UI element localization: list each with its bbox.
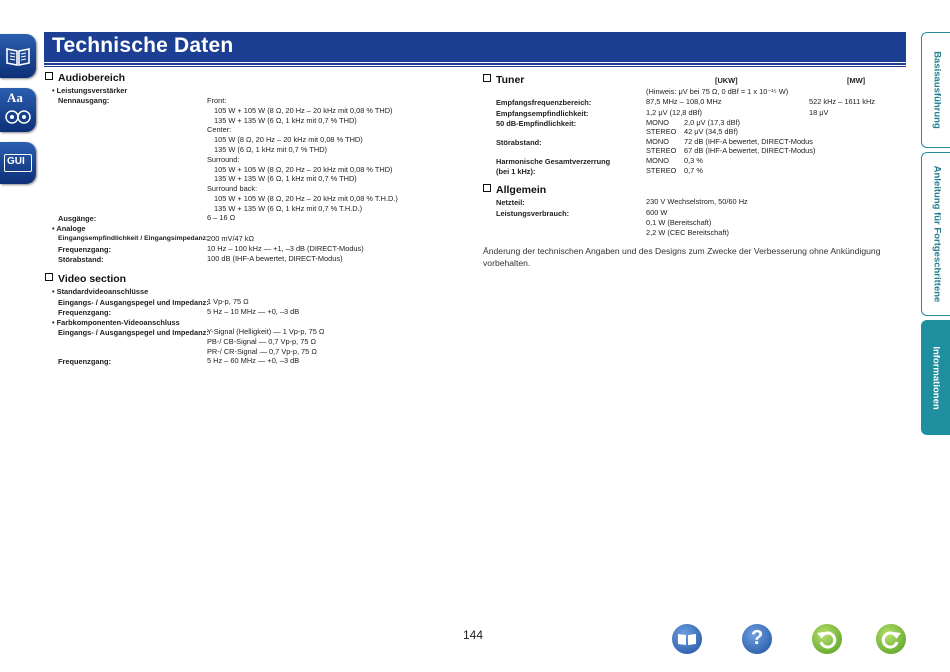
tuner-50db-label: 50 dB-Empfindlichkeit: bbox=[496, 119, 577, 128]
value-line: 2,2 W (CEC Bereitschaft) bbox=[646, 227, 729, 237]
std-level-label: Eingangs- / Ausgangspegel und Impedanz: bbox=[58, 298, 209, 307]
tab-basisausfuehrung[interactable] bbox=[921, 32, 950, 148]
tuner-freqrange-label: Empfangsfrequenzbereich: bbox=[496, 98, 592, 107]
font-size-tab[interactable] bbox=[0, 88, 36, 132]
change-notice: Änderung der technischen Angaben und des Designs zum Zwecke der Verbesserung ohne Ankündigung vorbehalten. bbox=[483, 246, 881, 268]
tab-informationen[interactable] bbox=[921, 320, 950, 435]
std-level-value: 1 Vp-p, 75 Ω bbox=[207, 297, 249, 306]
section-video-heading bbox=[45, 273, 126, 285]
tab-informationen-label: Informationen bbox=[930, 345, 941, 410]
nennausgang-values bbox=[207, 96, 398, 214]
freq-label: Frequenzgang: bbox=[58, 245, 111, 254]
tuner-stoer-mono: MONO bbox=[646, 137, 669, 146]
eingang-value: 200 mV/47 kΩ bbox=[207, 234, 255, 243]
page-number: 144 bbox=[463, 628, 484, 642]
tab-fortgeschrittene[interactable] bbox=[921, 152, 950, 316]
value-line: 135 W (6 Ω, 1 kHz mit 0,7 % THD) bbox=[214, 144, 327, 154]
value-line: 105 W + 105 W (8 Ω, 20 Hz – 20 kHz mit 0,08 % THD) bbox=[214, 164, 393, 174]
value-line: 135 W + 135 W (6 Ω, 1 kHz mit 0,7 % THD) bbox=[214, 115, 357, 125]
manual-button[interactable] bbox=[672, 624, 702, 654]
comp-level-values bbox=[207, 327, 324, 356]
tuner-stoer-stereo-value: 67 dB (IHF-A bewertet, DIRECT-Modus) bbox=[684, 146, 816, 155]
value-line: 0,1 W (Bereitschaft) bbox=[646, 217, 712, 227]
value-line: Front: bbox=[207, 96, 227, 105]
comp-freq-label: Frequenzgang: bbox=[58, 357, 111, 366]
value-line: PR-/ CR-Signal — 0,7 Vp-p, 75 Ω bbox=[207, 346, 317, 356]
tuner-col-mw: [MW] bbox=[847, 76, 866, 85]
tuner-freqrange-ukw: 87,5 MHz – 108,0 MHz bbox=[646, 97, 722, 106]
value-line: Surround: bbox=[207, 154, 240, 164]
tuner-sens-mw: 18 μV bbox=[809, 108, 829, 117]
tuner-thd-label: Harmonische Gesamtverzerrung bbox=[496, 157, 611, 166]
tuner-stoer-stereo: STEREO bbox=[646, 146, 677, 155]
analog-subheading: • Analoge bbox=[52, 224, 86, 233]
gui-icon bbox=[4, 154, 32, 172]
eingang-label: Eingangsempfindlichkeit / Eingangsimpedanz: bbox=[58, 235, 209, 242]
std-freq-label: Frequenzgang: bbox=[58, 308, 111, 317]
amp-subheading: • Leistungsverstärker bbox=[52, 86, 128, 95]
checkbox-bullet-icon bbox=[45, 72, 53, 80]
back-button[interactable] bbox=[812, 624, 842, 654]
tuner-col-ukw: [UKW] bbox=[715, 76, 738, 85]
comp-freq-value: 5 Hz – 60 MHz — +0, –3 dB bbox=[207, 356, 300, 365]
tuner-50db-mono: MONO bbox=[646, 118, 669, 127]
std-freq-value: 5 Hz – 10 MHz — +0, –3 dB bbox=[207, 307, 300, 316]
comp-level-label: Eingangs- / Ausgangspegel und Impedanz: bbox=[58, 328, 209, 337]
tuner-thd-mono-value: 0,3 % bbox=[684, 156, 703, 165]
tuner-thd-mono: MONO bbox=[646, 156, 669, 165]
gui-icon-label: GUI bbox=[7, 156, 25, 167]
tuner-freqrange-mw: 522 kHz – 1611 kHz bbox=[809, 97, 876, 106]
ausgaenge-value: 6 – 16 Ω bbox=[207, 213, 236, 222]
gui-tab[interactable] bbox=[0, 142, 36, 184]
title-rule bbox=[44, 63, 906, 65]
back-arrow-icon bbox=[812, 624, 842, 654]
value-line: Surround back: bbox=[207, 184, 258, 194]
page-title: Technische Daten bbox=[52, 34, 234, 57]
tuner-50db-mono-value: 2,0 μV (17,3 dBf) bbox=[684, 118, 741, 127]
std-video-subheading: • Standardvideoanschlüsse bbox=[52, 287, 149, 296]
nennausgang-label: Nennausgang: bbox=[58, 96, 110, 105]
checkbox-bullet-icon bbox=[483, 184, 491, 192]
section-general-title: Allgemein bbox=[496, 184, 547, 196]
value-line: 135 W + 135 W (6 Ω, 1 kHz mit 0,7 % T.H.D.) bbox=[214, 203, 363, 213]
netzteil-value: 230 V Wechselstrom, 50/60 Hz bbox=[646, 197, 748, 206]
tab-basisausfuehrung-label: Basisausführung bbox=[931, 51, 942, 129]
forward-button[interactable] bbox=[876, 624, 906, 654]
stoer-label: Störabstand: bbox=[58, 255, 104, 264]
forward-arrow-icon bbox=[876, 624, 906, 654]
section-tuner-title: Tuner bbox=[496, 74, 525, 86]
speaker-icon bbox=[4, 108, 32, 126]
tuner-thd-stereo: STEREO bbox=[646, 166, 677, 175]
tuner-stoer-mono-value: 72 dB (IHF-A bewertet, DIRECT-Modus bbox=[684, 137, 813, 146]
tuner-thd-label-2: (bei 1 kHz): bbox=[496, 167, 536, 176]
section-video-title: Video section bbox=[58, 273, 127, 285]
tuner-sens-ukw: 1,2 μV (12,8 dBf) bbox=[646, 108, 703, 117]
leistung-label: Leistungsverbrauch: bbox=[496, 209, 570, 218]
contents-tab[interactable] bbox=[0, 34, 36, 78]
page-title-bar bbox=[44, 32, 906, 62]
tuner-hint: (Hinweis: μV bei 75 Ω, 0 dBf = 1 x 10⁻¹⁵ W) bbox=[646, 87, 789, 96]
section-audio-title: Audiobereich bbox=[58, 72, 126, 84]
comp-video-subheading: • Farbkomponenten-Videoanschluss bbox=[52, 318, 180, 327]
title-rule-thin bbox=[44, 66, 906, 67]
checkbox-bullet-icon bbox=[483, 74, 491, 82]
section-audio-heading bbox=[45, 72, 125, 84]
section-general-heading bbox=[483, 184, 546, 196]
tuner-sens-label: Empfangsempfindlichkeit: bbox=[496, 109, 589, 118]
value-line: 135 W + 135 W (6 Ω, 1 kHz mit 0,7 % THD) bbox=[214, 174, 357, 184]
contents-book-icon bbox=[4, 42, 32, 70]
help-button[interactable] bbox=[742, 624, 772, 654]
value-line: 600 W bbox=[646, 208, 668, 217]
value-line: 105 W + 105 W (8 Ω, 20 Hz – 20 kHz mit 0,08 % T.H.D.) bbox=[214, 193, 398, 203]
freq-value: 10 Hz – 100 kHz — +1, –3 dB (DIRECT-Modus) bbox=[207, 244, 364, 253]
value-line: 105 W + 105 W (8 Ω, 20 Hz – 20 kHz mit 0,08 % THD) bbox=[214, 105, 393, 115]
tab-fortgeschrittene-label: Anleitung für Fortgeschrittene bbox=[931, 165, 942, 303]
help-question-icon: ? bbox=[751, 627, 764, 649]
tuner-50db-stereo-value: 42 μV (34,5 dBf) bbox=[684, 127, 738, 136]
value-line: Y-Signal (Helligkeit) — 1 Vp-p, 75 Ω bbox=[207, 327, 325, 336]
netzteil-label: Netzteil: bbox=[496, 198, 525, 207]
tuner-stoer-label: Störabstand: bbox=[496, 138, 542, 147]
tuner-thd-stereo-value: 0,7 % bbox=[684, 166, 703, 175]
stoer-value: 100 dB (IHF-A bewertet, DIRECT-Modus) bbox=[207, 254, 343, 263]
leistung-values bbox=[646, 208, 729, 237]
value-line: PB-/ CB-Signal — 0,7 Vp-p, 75 Ω bbox=[207, 336, 317, 346]
checkbox-bullet-icon bbox=[45, 273, 53, 281]
tuner-50db-stereo: STEREO bbox=[646, 127, 677, 136]
value-line: 105 W (8 Ω, 20 Hz – 20 kHz mit 0,08 % THD) bbox=[214, 135, 363, 145]
manual-book-icon bbox=[672, 624, 702, 654]
font-aa-icon: Aa bbox=[7, 90, 23, 105]
section-tuner-heading bbox=[483, 74, 524, 86]
value-line: Center: bbox=[207, 125, 232, 135]
ausgaenge-label: Ausgänge: bbox=[58, 214, 97, 223]
